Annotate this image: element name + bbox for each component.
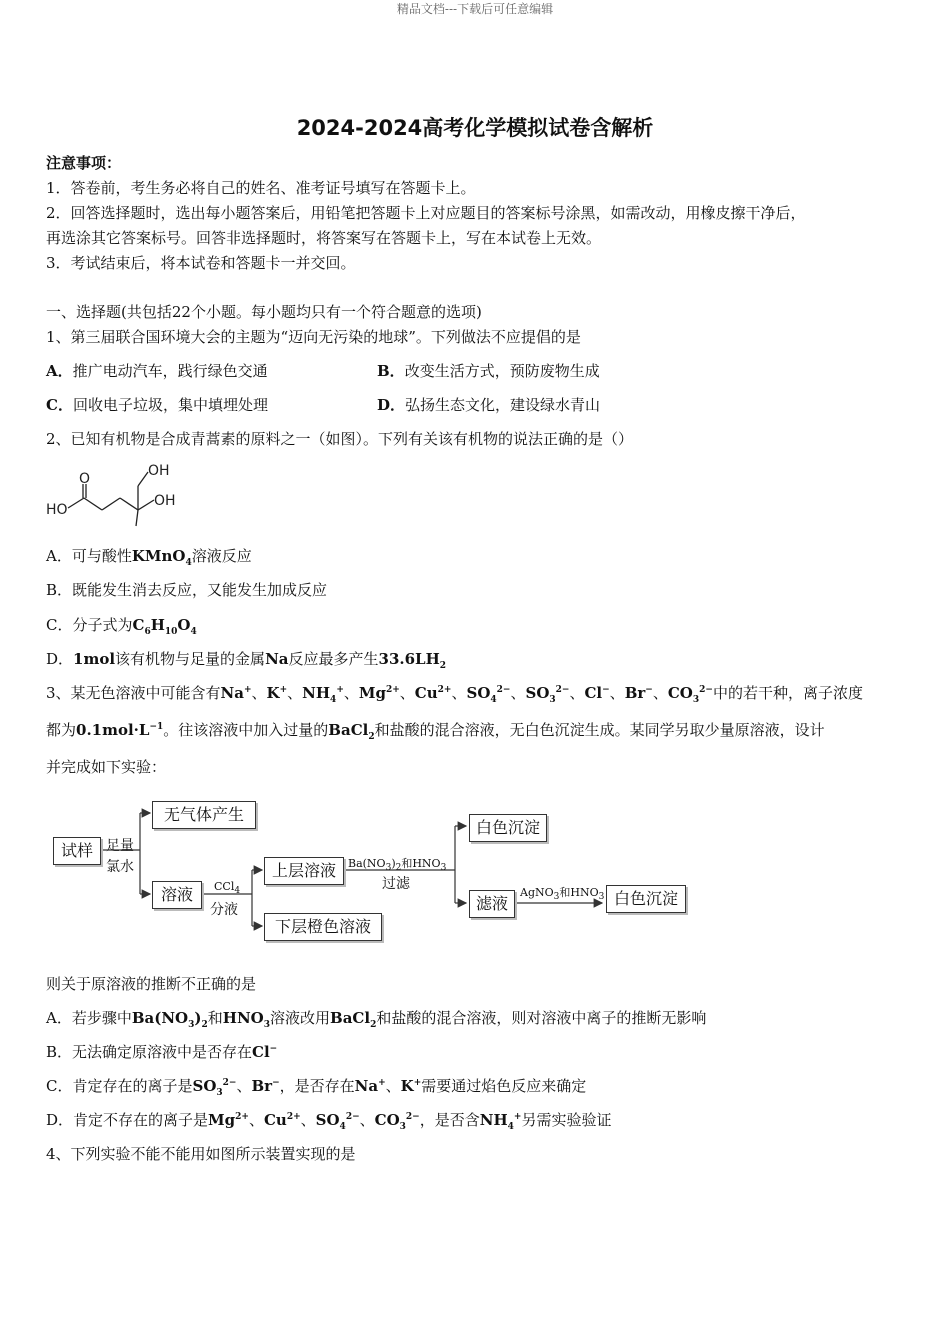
text-segment: 2+ xyxy=(286,1112,301,1122)
flow-label-reagent-2: AgNO$_3$和$HNO_3$ xyxy=(520,886,605,903)
text-segment: NH xyxy=(302,684,331,702)
text-segment: Cu xyxy=(263,1111,287,1129)
q2-option-d: D．1mol该有机物与足量的金属Na反应最多产生$33.6LH_2$ xyxy=(46,650,447,671)
notice-heading: 注意事项： xyxy=(46,154,122,172)
flow-box-lower-layer: 下层橙色溶液 xyxy=(264,913,382,941)
text-segment: 和 xyxy=(207,1009,223,1027)
text-segment: 3 xyxy=(216,1088,223,1098)
text-segment: 、 xyxy=(300,1111,316,1129)
text-segment: SO xyxy=(315,1111,340,1129)
question-1-stem: 1、第三届联合国环境大会的主题为“迈向无污染的地球”。下列做法不应提倡的是 xyxy=(46,328,581,346)
text-segment: 2− xyxy=(222,1078,237,1088)
notice-item: 2．回答选择题时，选出每小题答案后，用铅笔把答题卡上对应题目的答案标号涂黑，如需改动，用橡皮擦干净后， xyxy=(46,204,806,222)
text-segment: 3 xyxy=(692,695,700,705)
text-segment: 、 xyxy=(569,684,585,702)
q3-option-b xyxy=(46,1042,277,1062)
text-segment: ) xyxy=(194,1009,202,1027)
q1-option-d: D．弘扬生态文化，建设绿水青山 xyxy=(377,396,601,414)
flow-label-excess: 足量 xyxy=(106,838,134,854)
text-segment: + xyxy=(513,1112,522,1122)
question-2-stem: 2、已知有机物是合成青蒿素的原料之一（如图）。下列有关该有机物的说法正确的是（） xyxy=(46,430,634,448)
text-segment: 、 xyxy=(236,1077,252,1095)
text-segment: 2+ xyxy=(235,1112,249,1122)
text-segment: HNO xyxy=(222,1009,264,1027)
flow-box-solution: 溶液 xyxy=(152,881,202,909)
question-3-ask: 则关于原溶液的推断不正确的是 xyxy=(46,975,257,993)
text-segment: + xyxy=(279,685,288,695)
text-segment: 和盐酸的混合溶液，则对溶液中离子的推断无影响 xyxy=(376,1009,707,1027)
text-segment: 4 xyxy=(330,695,337,705)
text-segment: 2 xyxy=(370,1020,377,1030)
text-segment: B．无法确定原溶液中是否存在 xyxy=(46,1043,253,1061)
atom-label-oh: OH xyxy=(148,463,170,479)
text-segment: Mg xyxy=(358,684,386,702)
text-segment: Mg xyxy=(208,1111,236,1129)
q2-option-b: B．既能发生消去反应，又能发生加成反应 xyxy=(46,581,328,599)
flow-label-ccl4: CCl$_4$ xyxy=(214,880,241,897)
text-segment: Ba(NO xyxy=(131,1009,189,1027)
text-segment: − xyxy=(602,685,610,695)
q3-option-d xyxy=(46,1110,611,1130)
text-segment: 、 xyxy=(248,1111,264,1129)
q2-option-a: A．可与酸性KMnO$_4$溶液反应 xyxy=(46,547,252,568)
text-segment: 、 xyxy=(451,684,467,702)
text-segment: 2+ xyxy=(385,685,400,695)
text-segment: 2− xyxy=(496,685,511,695)
text-segment: CO xyxy=(374,1111,400,1129)
text-segment: 2+ xyxy=(437,685,452,695)
page-title: 2024-2024高考化学模拟试卷含解析 xyxy=(296,116,654,140)
text-segment: SO xyxy=(525,684,550,702)
text-segment: 3 xyxy=(263,1020,270,1030)
question-4-stem: 4、下列实验不能不能用如图所示装置实现的是 xyxy=(46,1145,356,1163)
text-segment: 、 xyxy=(652,684,668,702)
text-segment: + xyxy=(336,685,344,695)
atom-label-oh: OH xyxy=(154,493,176,509)
flow-box-white-precipitate-2: 白色沉淀 xyxy=(606,885,686,913)
text-segment: 、 xyxy=(399,684,415,702)
text-segment: SO xyxy=(192,1077,217,1095)
text-segment: Cl xyxy=(252,1043,270,1061)
q3-option-a xyxy=(46,1008,706,1028)
text-segment: − xyxy=(645,685,653,695)
text-segment: Br xyxy=(251,1077,273,1095)
flow-label-chlorine-water: 氯水 xyxy=(106,859,134,875)
text-segment: 4 xyxy=(339,1122,346,1132)
page-header: 精品文档---下载后可任意编辑 xyxy=(396,2,554,16)
text-segment: 3 xyxy=(399,1122,406,1132)
text-segment: Cu xyxy=(414,684,438,702)
q1-option-c: C．回收电子垃圾，集中填埋处理 xyxy=(46,396,268,414)
notice-item: 1．答卷前，考生务必将自己的姓名、准考证号填写在答题卡上。 xyxy=(46,179,476,197)
text-segment: 、 xyxy=(609,684,625,702)
text-segment: BaCl xyxy=(330,1009,371,1027)
text-segment: 2− xyxy=(345,1112,360,1122)
text-segment: NH xyxy=(479,1111,508,1129)
flow-box-sample: 试样 xyxy=(53,837,101,865)
text-segment: K xyxy=(400,1077,414,1095)
question-3-stem-line-1 xyxy=(46,683,863,703)
text-segment: 3 xyxy=(188,1020,195,1030)
flow-box-upper-layer: 上层溶液 xyxy=(264,857,344,885)
text-segment: 2− xyxy=(699,685,713,695)
text-segment: 、 xyxy=(287,684,303,702)
atom-label-ho: HO xyxy=(46,502,68,518)
text-segment: 溶液改用 xyxy=(270,1009,331,1027)
text-segment: Na xyxy=(220,684,244,702)
flow-label-reagent-1: $Ba(NO_3)_2$和$HNO_3$ xyxy=(348,857,447,874)
text-segment: 、 xyxy=(510,684,526,702)
section-heading: 一、选择题(共包括22个小题。每小题均只有一个符合题意的选项) xyxy=(46,303,482,321)
question-3-stem-line-3: 并完成如下实验： xyxy=(46,758,167,776)
text-segment: D．肯定不存在的离子是 xyxy=(46,1111,209,1129)
text-segment: 、 xyxy=(385,1077,401,1095)
text-segment: 2 xyxy=(201,1020,208,1030)
flow-box-filtrate: 滤液 xyxy=(469,890,515,918)
text-segment: SO xyxy=(466,684,491,702)
text-segment: Br xyxy=(624,684,646,702)
text-segment: 4 xyxy=(507,1122,514,1132)
notice-item: 3．考试结束后，将本试卷和答题卡一并交回。 xyxy=(46,254,356,272)
q2-option-c: C．分子式为$C_6H_{10}O_4$ xyxy=(46,616,197,637)
q1-option-b: B．改变生活方式，预防废物生成 xyxy=(377,362,600,380)
skeletal-structure-diagram xyxy=(44,458,184,530)
text-segment: 、 xyxy=(251,684,267,702)
text-segment: ，是否含 xyxy=(419,1111,480,1129)
text-segment: 另需实验验证 xyxy=(521,1111,612,1129)
text-segment: C．肯定存在的离子是 xyxy=(46,1077,193,1095)
text-segment: + xyxy=(243,685,252,695)
atom-label-o: O xyxy=(79,471,91,487)
text-segment: CO xyxy=(667,684,693,702)
text-segment: − xyxy=(269,1044,278,1054)
text-segment: 、 xyxy=(359,1111,375,1129)
text-segment: − xyxy=(272,1078,280,1088)
question-3-stem-line-2: 都为$0.1mol\cdot L^{-1}$。往该溶液中加入过量的BaCl$_2$和盐酸的混合溶液，无白色沉淀生成。某同学另取少量原溶液，设计 xyxy=(46,721,825,742)
text-segment: ，是否存在 xyxy=(279,1077,355,1095)
q3-option-c xyxy=(46,1076,586,1096)
text-segment: 2− xyxy=(405,1112,420,1122)
text-segment: 4 xyxy=(490,695,497,705)
flow-box-white-precipitate-1: 白色沉淀 xyxy=(469,814,547,842)
flow-box-no-gas: 无气体产生 xyxy=(152,801,256,829)
text-segment: 2− xyxy=(555,685,570,695)
text-segment: 需要通过焰色反应来确定 xyxy=(421,1077,587,1095)
notice-item: 再选涂其它答案标号。回答非选择题时，将答案写在答题卡上，写在本试卷上无效。 xyxy=(46,229,602,247)
q1-option-a: A．推广电动汽车，践行绿色交通 xyxy=(46,362,268,380)
text-segment: K xyxy=(266,684,280,702)
flow-label-separate: 分液 xyxy=(210,902,238,918)
text-segment: 、 xyxy=(343,684,359,702)
text-segment: 3、某无色溶液中可能含有 xyxy=(46,684,221,702)
text-segment: Na xyxy=(354,1077,379,1095)
flow-label-filter: 过滤 xyxy=(382,876,410,892)
text-segment: 3 xyxy=(549,695,556,705)
text-segment: 中的若干种，离子浓度 xyxy=(712,684,863,702)
text-segment: + xyxy=(378,1078,386,1088)
text-segment: Cl xyxy=(584,684,603,702)
text-segment: + xyxy=(413,1078,422,1088)
text-segment: A．若步骤中 xyxy=(46,1009,132,1027)
